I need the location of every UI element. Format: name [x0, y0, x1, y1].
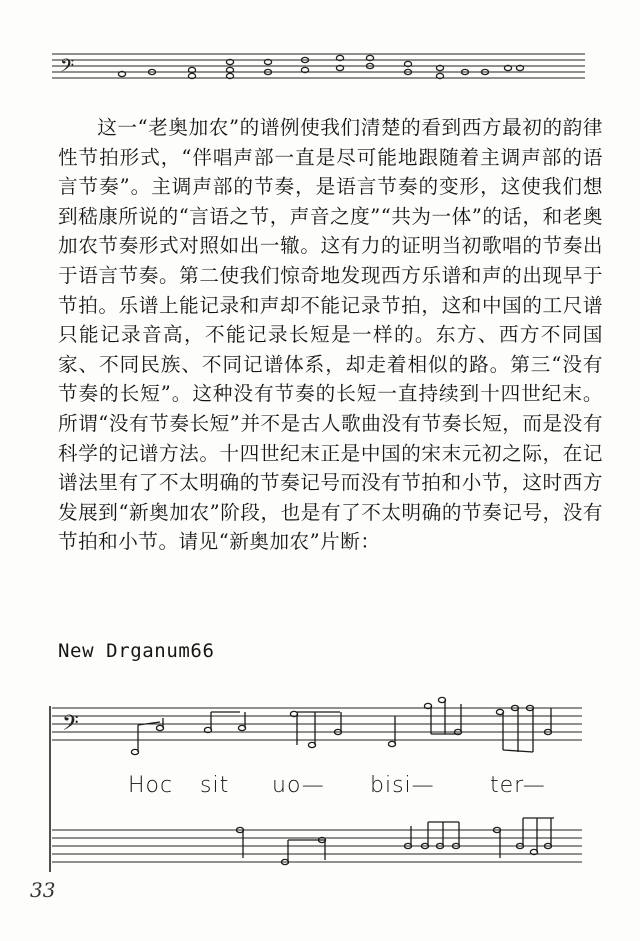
upper-staff-notes [131, 697, 551, 754]
page-number: 33 [30, 878, 56, 902]
bass-clef-icon: 𝄢 [62, 711, 79, 741]
bass-clef-icon: 𝄢 [60, 56, 75, 81]
lyric-syllable: ter— [490, 773, 546, 798]
lower-staff-notes [236, 818, 554, 865]
lyric-syllable: bisi— [370, 773, 435, 798]
lower-staff-lines [52, 830, 582, 862]
lyric-syllable: sit [200, 773, 230, 798]
example-caption: New Drganum66 [58, 640, 215, 662]
body-paragraph: 这一“老奥加农”的谱例使我们清楚的看到西方最初的韵律性节拍形式，“伴唱声部一直是尽可能地跟随着主调声部的语言节奏”。主调声部的节奏，是语言节奏的变形，这使我们想到嵇康所说的“言语之节，声音之度”“共为一体”的话，和老奥加农节奏形式对照如出一辙。这有力的证明当初歌唱的节奏出于语言节奏。第二使我们惊奇地发现西方乐谱和声的出现早于节拍。乐谱上能记录和声却不能记录节拍，这和中国的工尺谱只能记录音高，不能记录长短是一样的。东方、西方不同国家、不同民族、不同记谱体系，却走着相似的路。第三“没有节奏的长短”。这种没有节奏的长短一直持续到十四世纪末。所谓“没有节奏长短”并不是古人歌曲没有节奏长短，而是没有科学的记谱方法。十四世纪末正是中国的宋末元初之际，在记谱法里有了不太明确的节奏记号而没有节拍和小节，这时西方发展到“新奥加农”阶段，也是有了不太明确的节奏记号，没有节拍和小节。请见“新奥加农”片断： [58, 116, 603, 554]
lyric-syllable: uo— [272, 773, 325, 798]
lyric-syllable: Hoc [128, 773, 174, 798]
